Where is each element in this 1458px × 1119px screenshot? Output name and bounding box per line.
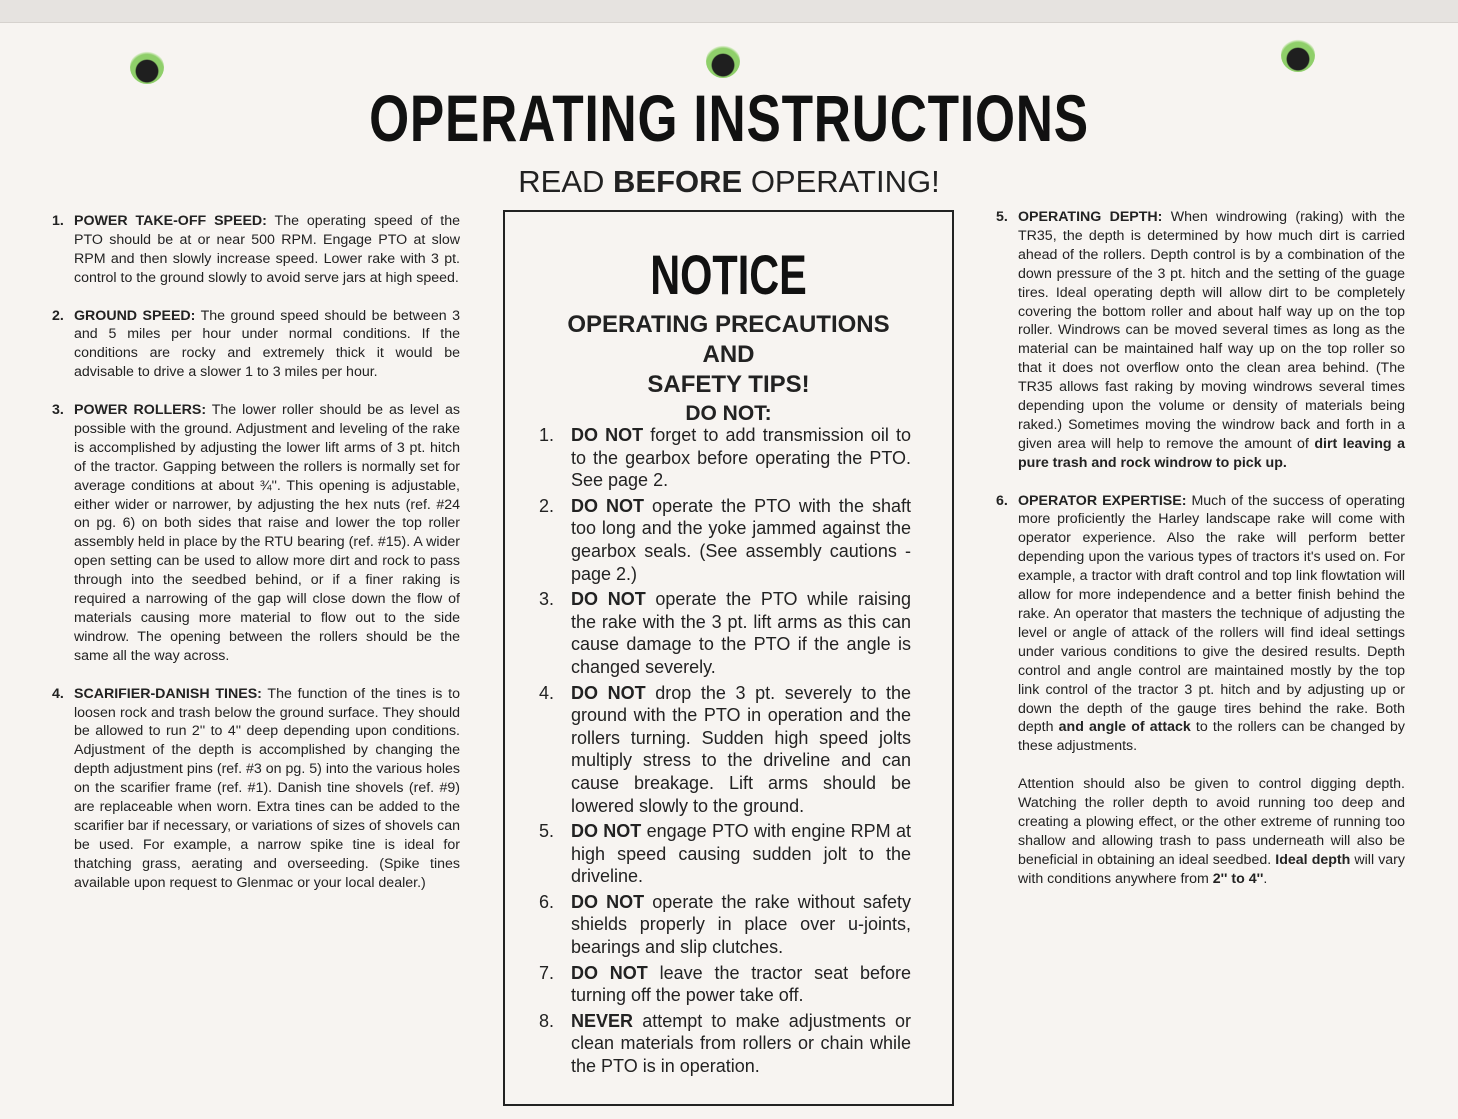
page-subtitle [0, 164, 1458, 200]
subtitle-post: OPERATING! [742, 164, 940, 199]
notice-item-number: 3. [539, 589, 555, 610]
attention-bold-2: 2'' to 4'' [1212, 870, 1264, 887]
item-text-end: to the rollers can be changed by these adjustments. [1018, 719, 1405, 755]
item-text: The lower roller should be as level as possible with the ground. Adjustment and leveling of the rake is accomplished by adjusting the lower lift arms of 3 pt. hitch of the tractor. Gapping between the rollers is normally set for average conditions at about ¾''. This opening is adjustable, either wider or narrower, by adjusting the hex nuts (ref. #24 on pg. 6) on both sides that raise and lower the top roller assembly held in place by the RTU bearing (ref. #15). A wider open setting can be used to allow more dirt and rock to pass through into the seedbed behind, or if a finer raking is required a narrowing of the gap will close down the flow of materials causing more material to flow out to the side windrow. The opening between the rollers should be the same all the way across. [74, 402, 460, 664]
left-column [52, 212, 460, 911]
notice-item-bold: DO NOT [571, 821, 642, 842]
notice-item-number: 6. [539, 891, 555, 912]
notice-heading-line1: OPERATING PRECAUTIONS [567, 311, 890, 338]
item-text-bold: and angle of attack [1058, 719, 1191, 736]
notice-item [539, 588, 912, 678]
instruction-item [996, 492, 1405, 757]
notice-item [539, 820, 911, 888]
notice-item-text: drop the 3 pt. severely to the ground with the PTO in operation and the rollers turning. Sudden high speed jolts multiply stress to the driveline and can cause breakage. Lift arms should be lowered slowly to the ground. [571, 682, 911, 816]
item-number: 6. [996, 492, 1008, 509]
item-number: 5. [996, 209, 1008, 225]
item-number: 1. [52, 213, 64, 229]
subtitle-pre: READ [518, 164, 614, 199]
item-text: The function of the tines is to loosen rock and trash below the ground surface. They should be allowed to run 2'' to 4'' deep depending upon conditions. Adjustment of the depth is accomplished by changing the depth adjustment pins (ref. #3 on pg. 5) into the various holes on the scarifier frame (ref. #1). Danish tine shovels (ref. #9) are replaceable when worn. Extra tines can be added to the scarifier bar if necessary, or variations of sizes of shovels can be used. For example, a narrow spike tine is ideal for thatching grass, aerating and overseeding. (Spike tines available upon request to Glenmac or your local dealer.) [74, 685, 460, 891]
notice-item-number: 1. [539, 425, 555, 445]
notice-item-bold: DO NOT [571, 682, 646, 703]
notice-item-text: engage PTO with engine RPM at high speed causing sudden jolt to the driveline. [571, 821, 911, 887]
item-text-bold: dirt leaving a pure trash and rock windrow to pick up. [1018, 435, 1405, 471]
page-top-edge [0, 0, 1458, 23]
notice-item-number: 5. [539, 821, 555, 842]
item-number: 4. [52, 685, 64, 702]
item-heading: OPERATING DEPTH: [1018, 209, 1163, 225]
notice-item [539, 682, 911, 818]
attention-text-2: will vary with conditions anywhere from [1018, 851, 1406, 887]
item-text: When windrowing (raking) with the TR35, the depth is determined by how much dirt is carried ahead of the rollers. Depth control is by a combination of the down pressure of the 3 pt. hitch and the setting of the guage tires. Ideal operating depth will allow dirt to be completely covering the bottom roller and about half way up on the top roller. Windrows can be moved several times as long as the material can be maintained half way up on the top roller so that it does not overflow onto the clean area behind. (The TR35 allows fast raking by moving windrows several times depending upon the volume or density of materials being raked.) Sometimes moving the windrow back and forth in a given area will help to remove the amount of [1018, 209, 1405, 452]
notice-item-bold: DO NOT [571, 495, 645, 516]
item-text: The operating speed of the PTO should be at or near 500 RPM. Engage PTO at slow RPM and then slowly increase speed. Lower rake with 3 pt. control to the ground slowly to avoid serve jars at high speed. [74, 213, 460, 286]
item-heading: POWER ROLLERS: [74, 402, 207, 419]
notice-item-number: 4. [539, 682, 555, 703]
notice-list [539, 424, 912, 1081]
notice-item-text: operate the PTO with the shaft too long and the yoke jammed against the gearbox seals. (See assembly cautions - page 2.) [571, 495, 912, 584]
page-title: OPERATING INSTRUCTIONS [369, 81, 1089, 155]
item-heading: SCARIFIER-DANISH TINES: [74, 685, 262, 702]
instruction-item [996, 208, 1405, 473]
notice-item-text: attempt to make adjustments or clean materials from rollers or chain while the PTO is in operation. [571, 1010, 911, 1077]
notice-item [539, 424, 911, 492]
instruction-item [52, 401, 460, 666]
instruction-item [52, 212, 460, 288]
notice-item [539, 1010, 911, 1078]
item-number: 3. [52, 402, 64, 419]
notice-box [503, 210, 954, 1106]
attention-bold-1: Ideal depth [1275, 851, 1351, 868]
instruction-item [52, 307, 460, 383]
notice-item-bold: DO NOT [571, 962, 648, 983]
notice-item-bold: NEVER [571, 1010, 634, 1031]
notice-item [539, 891, 911, 959]
instruction-item [52, 685, 460, 893]
attention-end: . [1263, 870, 1268, 887]
notice-heading-line3: SAFETY TIPS! [647, 371, 810, 398]
item-number: 2. [52, 307, 64, 324]
notice-item-number: 8. [539, 1010, 555, 1031]
attention-paragraph [996, 775, 1405, 888]
notice-item-text: leave the tractor seat before turning off the power take off. [571, 962, 911, 1006]
notice-item-bold: DO NOT [571, 589, 646, 610]
notice-title: NOTICE [650, 243, 807, 306]
item-text: The ground speed should be between 3 and 5 miles per hour under normal conditions. If the conditions are rocky and extremely thick it would be advisable to drive a slower 1 to 3 miles per hour. [74, 307, 460, 381]
notice-item [539, 962, 911, 1007]
notice-item-text: forget to add transmission oil to to the gearbox before operating the PTO. See page 2. [571, 425, 911, 491]
item-heading: OPERATOR EXPERTISE: [1018, 492, 1187, 509]
notice-heading-line2: AND [702, 341, 755, 368]
notice-item-bold: DO NOT [571, 891, 645, 912]
item-text: Much of the success of operating more proficiently the Harley landscape rake will come with operator experience. Also the rake will perform better depending upon the various types of tractors it's used on. For example, a tractor with draft control and top link flowtation will allow for more independence and a better finish behind the rake. An operator that masters the technique of adjusting the level or angle of attack of the rollers will find ideal settings under various conditions to give the desired results. Depth control and angle control are maintained mostly by the top link control of the tractor 3 pt. hitch and by adjusting up or down the depth of the gauge tires behind the rake. Both depth [1018, 492, 1406, 736]
attention-text: Attention should also be given to control digging depth. Watching the roller depth to avoid running too deep and creating a plowing effect, or the other extreme of running too shallow and allowing trash to pass underneath will also be beneficial in obtaining an ideal seedbed. [1018, 776, 1405, 868]
punch-hole-right [1281, 38, 1315, 72]
notice-item [539, 495, 912, 585]
notice-item-number: 2. [539, 495, 555, 516]
item-heading: GROUND SPEED: [74, 307, 196, 324]
right-column [996, 208, 1405, 889]
notice-heading [505, 310, 952, 400]
notice-item-text: operate the rake without safety shields properly in place over u-joints, bearings and slip clutches. [571, 891, 911, 958]
subtitle-bold: BEFORE [613, 164, 743, 199]
item-heading: POWER TAKE-OFF SPEED: [74, 213, 267, 229]
do-not-heading: DO NOT: [685, 402, 772, 425]
notice-item-number: 7. [539, 962, 555, 983]
notice-item-bold: DO NOT [571, 425, 644, 445]
punch-hole-left [130, 50, 164, 84]
punch-hole-center [706, 44, 740, 78]
notice-item-text: operate the PTO while raising the rake with the 3 pt. lift arms as this can cause damage to the PTO if the angle is changed severely. [571, 589, 912, 677]
